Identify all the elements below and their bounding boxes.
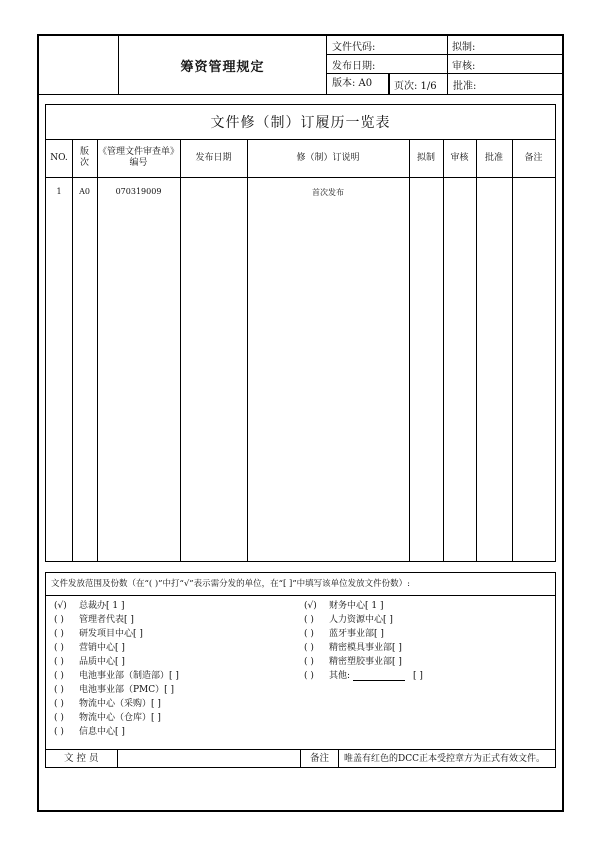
note-text: 唯盖有红色的DCC正本受控章方为正式有效文件。 (344, 754, 545, 764)
header-row-1 (327, 36, 562, 55)
col-review-number: 《管理文件审查单》 编号 (97, 147, 179, 168)
dist-item[interactable]: ( ) 品质中心[ ] (54, 657, 125, 667)
dist-item[interactable]: ( ) 蓝牙事业部[ ] (304, 629, 384, 639)
header-divider-small (389, 74, 390, 94)
dist-item[interactable]: ( ) 精密塑胶事业部[ ] (304, 657, 402, 667)
page-label: 页次: 1/6 (394, 80, 437, 92)
version-label: 版本: A0 (332, 74, 389, 94)
document-title: 筹资管理规定 (119, 36, 327, 94)
revision-history-table (45, 104, 556, 562)
dist-item[interactable]: ( ) 信息中心[ ] (54, 727, 125, 737)
dist-item[interactable]: ( ) 精密模具事业部[ ] (304, 643, 402, 653)
dist-item[interactable]: ( ) 管理者代表[ ] (54, 615, 134, 625)
document-header (39, 36, 562, 95)
doc-code-label: 文件代码: (332, 41, 376, 53)
dist-item[interactable]: ( ) 研发项目中心[ ] (54, 629, 143, 639)
col-version: 版 次 (79, 147, 89, 168)
col-approve: 批准 (484, 152, 503, 163)
dist-item[interactable]: ( ) 物流中心（采购）[ ] (54, 699, 161, 709)
dist-item[interactable]: ( ) 电池事业部（PMC）[ ] (54, 685, 175, 695)
review-label: 审核: (452, 60, 476, 72)
row-description: 首次发布 (312, 188, 344, 197)
draft-label: 拟制: (452, 41, 476, 53)
other-blank[interactable] (353, 670, 405, 681)
controller-label: 文 控 员 (64, 753, 99, 764)
release-date-label: 发布日期: (332, 60, 376, 72)
dist-item-other[interactable]: ( ) 其他: [ ] (304, 671, 423, 681)
document-frame (37, 34, 564, 812)
logo-area (39, 36, 119, 94)
row-version: A0 (79, 187, 90, 196)
col-note: 备注 (524, 152, 543, 163)
distribution-footer (46, 749, 555, 768)
approve-label: 批准: (453, 80, 477, 92)
dist-item[interactable]: (√) 总裁办[ 1 ] (54, 601, 125, 611)
col-draft: 拟制 (416, 152, 435, 163)
col-review: 审核 (450, 152, 469, 163)
dist-item[interactable]: ( ) 人力资源中心[ ] (304, 615, 393, 625)
row-no: 1 (56, 187, 62, 196)
distribution-intro: 文件发放范围及份数（在“( )”中打“√”表示需分发的单位，在“[ ]”中填写该单位发放文件份数）: (51, 579, 411, 589)
dist-item[interactable]: (√) 财务中心[ 1 ] (304, 601, 384, 611)
header-row-2 (327, 55, 562, 74)
col-no: NO. (50, 152, 68, 163)
dist-item[interactable]: ( ) 物流中心（仓库）[ ] (54, 713, 161, 723)
col-release-date: 发布日期 (195, 152, 232, 163)
revision-table-title: 文件修（制）订履历一览表 (46, 105, 555, 140)
col-description: 修（制）订说明 (296, 152, 360, 163)
dist-item[interactable]: ( ) 营销中心[ ] (54, 643, 125, 653)
note-label: 备注 (310, 753, 330, 764)
distribution-section (45, 572, 556, 768)
row-review-number: 070319009 (115, 187, 162, 196)
dist-item[interactable]: ( ) 电池事业部（制造部）[ ] (54, 671, 179, 681)
header-row-3 (327, 74, 562, 94)
